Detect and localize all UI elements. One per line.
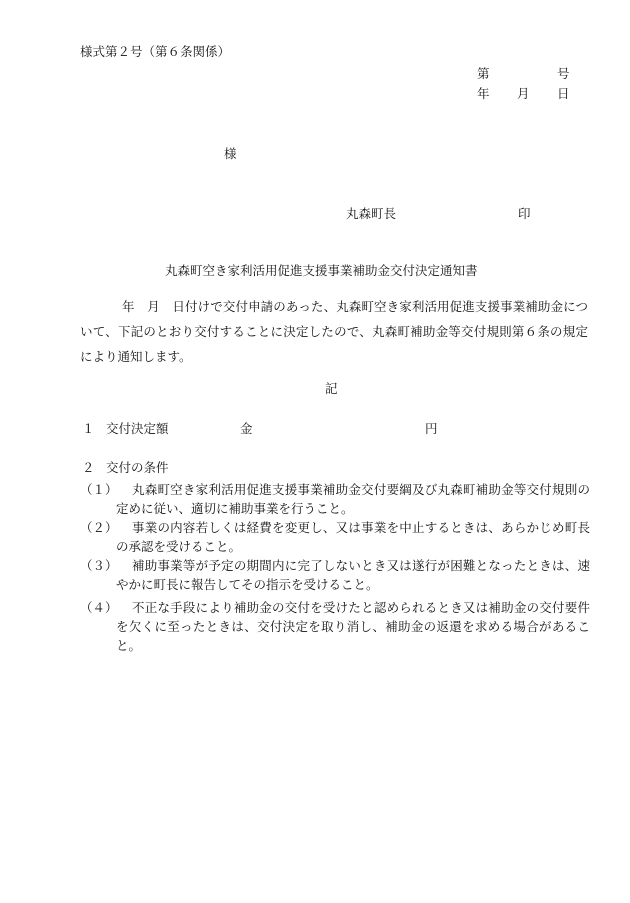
item1-label: 交付決定額 <box>106 421 169 436</box>
document-title: 丸森町空き家利活用促進支援事業補助金交付決定通知書 <box>165 263 478 278</box>
condition-item <box>80 598 590 655</box>
condition-text: 丸森町空き家利活用促進支援事業補助金交付要綱及び丸森町補助金等交付規則の定めに従い、適切に補助事業を行うこと。 <box>116 482 590 516</box>
doc-number-suffix: 号 <box>557 66 570 81</box>
seal-mark: 印 <box>518 206 531 221</box>
condition-number: （４） <box>80 600 118 615</box>
condition-number: （３） <box>80 558 118 573</box>
sender-title: 丸森町長 <box>346 206 397 221</box>
condition-item <box>80 518 590 556</box>
item1-unit: 円 <box>425 421 438 436</box>
condition-text: 補助事業等が予定の期間内に完了しないとき又は遂行が困難となったときは、速やかに町長に報告してその指示を受けること。 <box>116 558 590 592</box>
condition-number: （２） <box>80 520 118 535</box>
condition-text: 事業の内容若しくは経費を変更し、又は事業を中止するときは、あらかじめ町長の承認を受けること。 <box>116 520 590 554</box>
condition-text: 不正な手段により補助金の交付を受けたと認められるとき又は補助金の交付要件を欠くに至ったときは、交付決定を取り消し、補助金の返還を求める場合があること。 <box>116 600 590 653</box>
condition-item <box>80 480 590 518</box>
date-day: 日 <box>557 86 570 101</box>
item2-label: 交付の条件 <box>106 460 169 475</box>
item1-prefix: 金 <box>240 421 253 436</box>
condition-number: （１） <box>80 482 118 497</box>
date-month: 月 <box>517 86 530 101</box>
date-year: 年 <box>477 86 490 101</box>
item1-number: １ <box>82 421 95 436</box>
body-paragraph: 年 月 日付けで交付申請のあった、丸森町空き家利活用促進支援事業補助金について、下記のとおり交付することに決定したので、丸森町補助金等交付規則第６条の規定により通知します。 <box>80 299 588 364</box>
condition-item <box>80 556 590 594</box>
recipient-suffix: 様 <box>224 146 237 161</box>
doc-number-prefix: 第 <box>477 66 490 81</box>
form-label: 様式第２号（第６条関係） <box>80 44 231 59</box>
ki-heading: 記 <box>325 381 338 396</box>
item2-number: ２ <box>82 460 95 475</box>
